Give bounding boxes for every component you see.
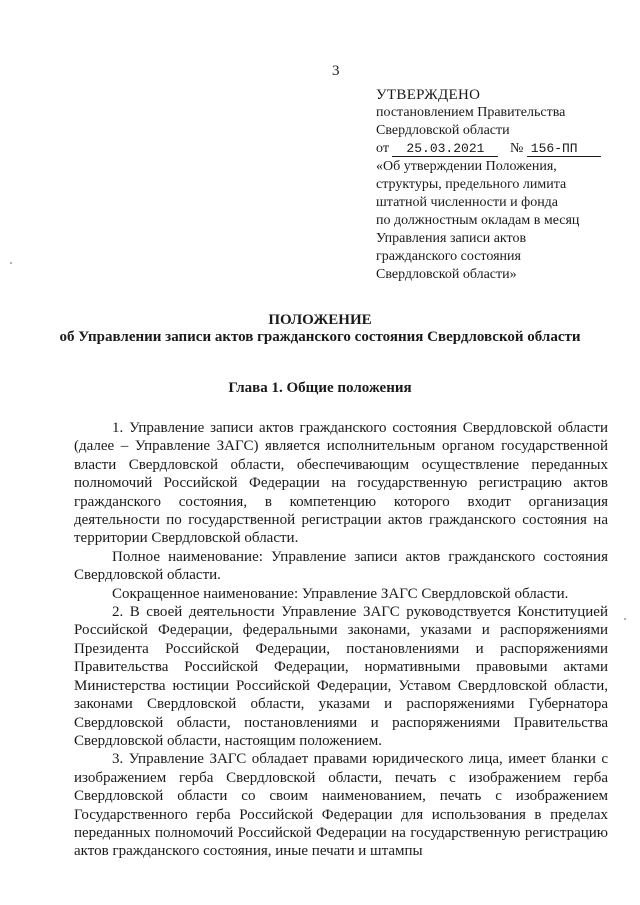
paragraph: Сокращенное наименование: Управление ЗАГС Свердловской области. [112, 585, 569, 602]
page-number: 3 [332, 63, 340, 79]
date-prefix: от [376, 141, 389, 156]
number-sign: № [509, 141, 524, 156]
approval-heading: УТВЕРЖДЕНО [376, 87, 481, 103]
chapter-heading: Глава 1. Общие положения [228, 380, 412, 396]
approval-line-1: постановлением Правительства [376, 105, 566, 120]
paragraph: 2. В своей деятельности Управление ЗАГС руководствуется Конституцией Российской Федерации, федеральными законами, указами и распоряжениями Президента Российской Федерации, постановлениями и распоряжениями Правительства Российской Федерации, нормативными правовыми актами Министерства юстиции Российской Федерации, Уставом Свердловской области, законами Свердловской области, указами и распоряжениями Губернатора Свердловской области, постановлениями и распоряжениями Правительства Свердловской области, настоящим положением. [74, 604, 608, 749]
approval-title-line: «Об утверждении Положения, [376, 159, 557, 174]
approval-number: 156-ПП [527, 141, 601, 157]
approval-title-line: Управления записи актов [376, 231, 527, 246]
approval-block [376, 86, 626, 284]
scan-speck [624, 618, 626, 620]
document-subtitle: об Управлении записи актов гражданского состояния Свердловской области [59, 329, 581, 345]
document-body [74, 419, 608, 861]
approval-line-2: Свердловской области [376, 123, 510, 138]
paragraph: 3. Управление ЗАГС обладает правами юридического лица, имеет бланки с изображением герба Свердловской области, печать с изображением герба Свердловской области со своим наименованием, печать с изображением Государственного герба Российской Федерации для использования в пределах переданных полномочий Российской Федерации на государственную регистрацию актов гражданского состояния, иные печати и штампы [74, 751, 608, 860]
approval-date-line [376, 140, 626, 158]
approval-date: 25.03.2021 [392, 141, 498, 157]
paragraph: Полное наименование: Управление записи актов гражданского состояния Свердловской области. [74, 548, 608, 584]
paragraph: 1. Управление записи актов гражданского состояния Свердловской области (далее – Управление ЗАГС) является исполнительным органом государственной власти Свердловской области, обеспечивающим осуществление переданных полномочий Российской Федерации на государственную регистрацию актов гражданского состояния, в компетенцию которого входит организация деятельности по государственной регистрации актов гражданского состояния на территории Свердловской области. [74, 420, 608, 547]
approval-title-line: гражданского состояния [376, 249, 521, 264]
approval-title-line: Свердловской области» [376, 267, 517, 282]
scan-speck [10, 262, 12, 264]
document-title: ПОЛОЖЕНИЕ [268, 312, 372, 328]
approval-title-line: штатной численности и фонда [376, 195, 559, 210]
approval-title-line: по должностным окладам в месяц [376, 213, 580, 228]
approval-title-line: структуры, предельного лимита [376, 177, 567, 192]
approval-title [376, 158, 626, 284]
